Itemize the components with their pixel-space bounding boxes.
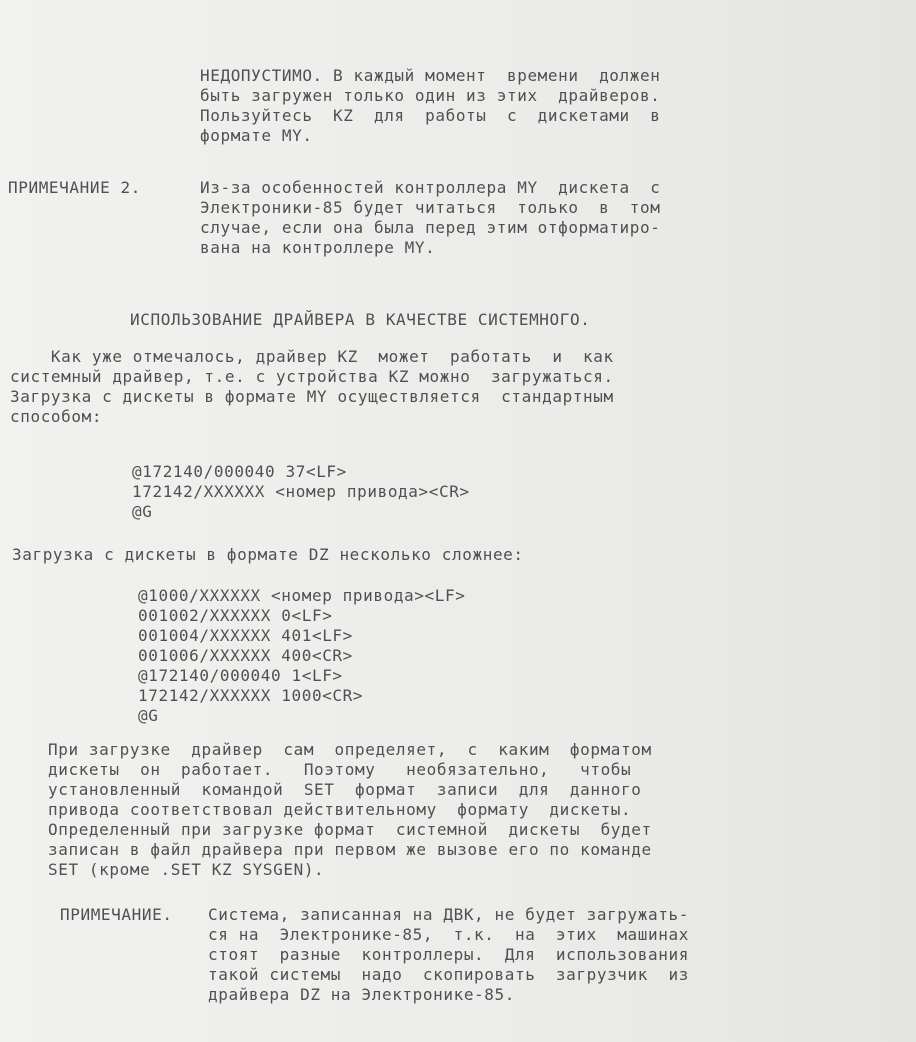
text-line: привода соответствовал действительному формату дискеты.	[48, 800, 632, 819]
text-line: Электроники-85 будет читаться только в том	[200, 198, 661, 217]
note-label: ПРИМЕЧАНИЕ.	[60, 905, 173, 924]
text-line: SET (кроме .SET KZ SYSGEN).	[48, 860, 325, 879]
boot-paragraph	[48, 740, 652, 880]
code-block-dz	[138, 586, 465, 726]
intro-paragraph	[10, 347, 614, 427]
text-line: быть загружен только один из этих драйверов.	[200, 86, 661, 105]
text-line: стоят разные контроллеры. Для использования	[208, 945, 689, 964]
text-line: драйвера DZ на Электронике-85.	[208, 985, 515, 1004]
top-paragraph	[200, 66, 660, 146]
code-line: @172140/000040 37<LF>	[132, 462, 347, 481]
code-line: 001002/XXXXXX 0<LF>	[138, 606, 333, 625]
text-line: НЕДОПУСТИМО. В каждый момент времени должен	[200, 66, 661, 85]
note-2-label: ПРИМЕЧАНИЕ 2.	[8, 178, 142, 197]
text-line: ся на Электронике-85, т.к. на этих машинах	[208, 925, 689, 944]
text-line: вана на контроллере MY.	[200, 238, 436, 257]
text-line: При загрузке драйвер сам определяет, с каким форматом	[48, 740, 652, 759]
code-line: @172140/000040 1<LF>	[138, 666, 343, 685]
text-line: Определенный при загрузке формат системной дискеты будет	[48, 820, 652, 839]
text-line: формате MY.	[200, 126, 313, 145]
text-line: Система, записанная на ДВК, не будет загружать-	[208, 905, 689, 924]
text-line: способом:	[10, 407, 103, 426]
code-block-my	[132, 462, 470, 522]
code-line: @1000/XXXXXX <номер привода><LF>	[138, 586, 466, 605]
note-2-text	[200, 178, 660, 258]
text-line: Как уже отмечалось, драйвер KZ может работать и как	[10, 347, 614, 366]
code-line: @G	[138, 706, 159, 725]
text-line: Из-за особенностей контроллера MY дискета с	[200, 178, 661, 197]
section-title: ИСПОЛЬЗОВАНИЕ ДРАЙВЕРА В КАЧЕСТВЕ СИСТЕМНОГО.	[130, 310, 591, 329]
text-line: системный драйвер, т.е. с устройства KZ можно загружаться.	[10, 367, 614, 386]
dz-intro-text: Загрузка с дискеты в формате DZ несколько сложнее:	[12, 545, 524, 564]
code-line: 172142/XXXXXX <номер привода><CR>	[132, 482, 470, 501]
text-line: такой системы надо скопировать загрузчик из	[208, 965, 689, 984]
text-line: Загрузка с дискеты в формате MY осуществляется стандартным	[10, 387, 614, 406]
text-line: дискеты он работает. Поэтому необязательно, чтобы	[48, 760, 632, 779]
text-line: установленный командой SET формат записи для данного	[48, 780, 642, 799]
text-line: Пользуйтесь KZ для работы с дискетами в	[200, 106, 661, 125]
code-line: 001004/XXXXXX 401<LF>	[138, 626, 353, 645]
text-line: случае, если она была перед этим отформатиро-	[200, 218, 661, 237]
text-line: записан в файл драйвера при первом же вызове его по команде	[48, 840, 652, 859]
code-line: @G	[132, 502, 153, 521]
note-text	[208, 905, 689, 1005]
code-line: 001006/XXXXXX 400<CR>	[138, 646, 353, 665]
code-line: 172142/XXXXXX 1000<CR>	[138, 686, 364, 705]
